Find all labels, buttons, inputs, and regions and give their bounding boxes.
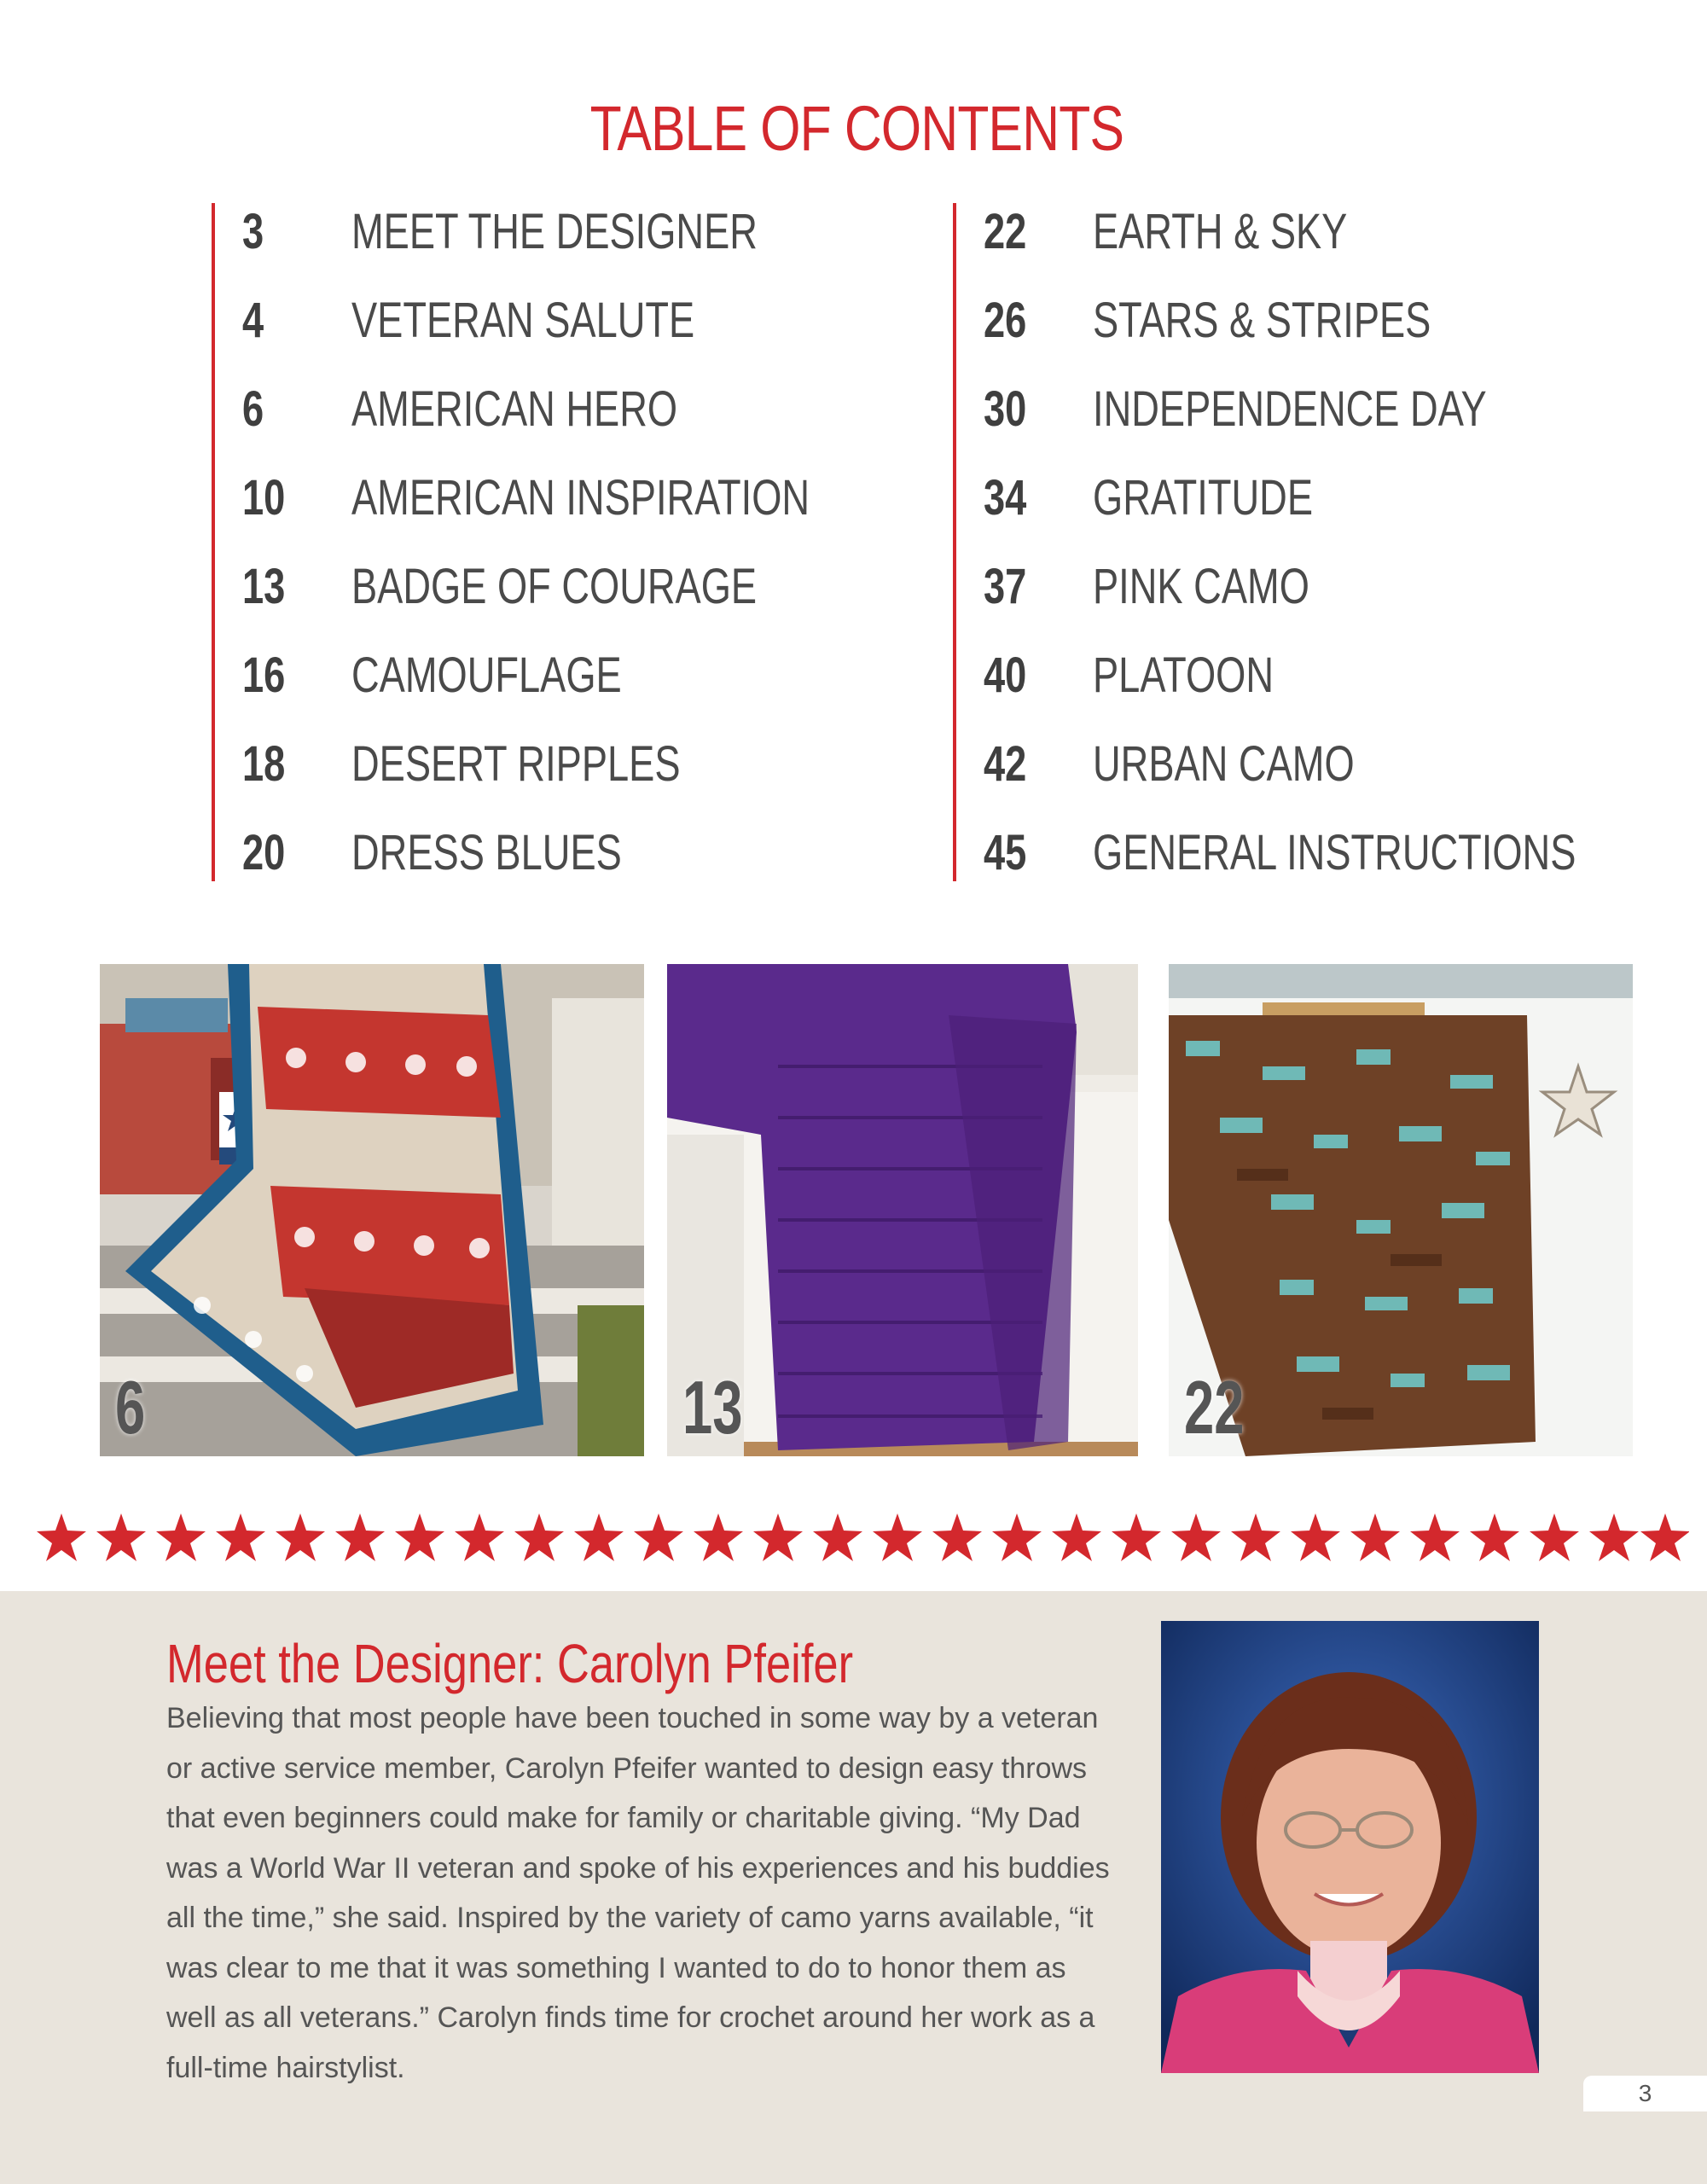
toc-page-number: 22	[984, 204, 1027, 259]
toc-entry[interactable]	[215, 469, 863, 558]
toc-page-number: 3	[242, 204, 264, 259]
toc-entry-title: PLATOON	[1093, 648, 1274, 703]
designer-section	[0, 1591, 1707, 2184]
toc-entry[interactable]	[215, 824, 863, 913]
toc-entry-title: DRESS BLUES	[351, 825, 622, 880]
toc-entry[interactable]	[956, 647, 1622, 735]
toc-entry-title: GENERAL INSTRUCTIONS	[1093, 825, 1576, 880]
photo-earth-and-sky[interactable]	[1169, 964, 1633, 1456]
designer-bio: Believing that most people have been touched in some way by a veteran or active service member, Carolyn Pfeifer wanted to design easy throws that even beginners could make for family or charitable giving. “My Dad was a World War II veteran and spoke of his experiences and his buddies all the time,” she said. Inspired by the variety of camo yarns available, “it was clear to me that it was something I wanted to do to honor them as well as all veterans.” Carolyn finds time for crochet around her work as a full-time hairstylist.	[166, 1702, 1110, 2084]
portrait-image	[1161, 1621, 1539, 2073]
toc-entry-title: STARS & STRIPES	[1093, 293, 1431, 348]
toc-entry[interactable]	[215, 203, 863, 292]
toc-page-number: 37	[984, 559, 1027, 614]
toc-entry[interactable]	[956, 292, 1622, 380]
toc-entry-title: EARTH & SKY	[1093, 204, 1348, 259]
toc-page-number: 30	[984, 381, 1027, 437]
toc-entry[interactable]	[215, 558, 863, 647]
toc-entry-title: AMERICAN INSPIRATION	[351, 470, 810, 526]
toc-page-number: 18	[242, 736, 286, 792]
designer-portrait	[1161, 1621, 1539, 2073]
toc-page-number: 40	[984, 648, 1027, 703]
toc-column-right	[953, 203, 1622, 881]
toc-entry[interactable]	[215, 380, 863, 469]
toc-page-number: 42	[984, 736, 1027, 792]
toc-entry[interactable]	[956, 380, 1622, 469]
toc-entry[interactable]	[956, 203, 1622, 292]
toc-page-number: 16	[242, 648, 286, 703]
toc-page-number: 20	[242, 825, 286, 880]
toc-entry[interactable]	[956, 558, 1622, 647]
toc-entry-title: AMERICAN HERO	[351, 381, 678, 437]
toc-column-left	[212, 203, 863, 881]
toc-entry-title: URBAN CAMO	[1093, 736, 1355, 792]
toc-entry-title: VETERAN SALUTE	[351, 293, 695, 348]
toc-page-number: 45	[984, 825, 1027, 880]
photo-american-hero[interactable]	[100, 964, 644, 1456]
toc-entry-title: BADGE OF COURAGE	[351, 559, 758, 614]
toc-entry[interactable]	[956, 735, 1622, 824]
toc-page-number: 10	[242, 470, 286, 526]
toc-entry[interactable]	[215, 292, 863, 380]
toc-entry[interactable]	[215, 647, 863, 735]
toc-page-number: 34	[984, 470, 1027, 526]
toc-page-number: 26	[984, 293, 1027, 348]
toc-entry[interactable]	[956, 469, 1622, 558]
toc-entry-title: GRATITUDE	[1093, 470, 1314, 526]
toc-page-number: 6	[242, 381, 264, 437]
toc-page-number: 13	[242, 559, 286, 614]
page-title: TABLE OF CONTENTS	[589, 93, 1124, 164]
photo-page-number: 6	[115, 1365, 146, 1449]
star-divider	[34, 1508, 1689, 1568]
toc-entry-title: CAMOUFLAGE	[351, 648, 622, 703]
designer-heading: Meet the Designer: Carolyn Pfeifer	[166, 1633, 854, 1694]
toc-page-number: 4	[242, 293, 264, 348]
photo-page-number: 13	[682, 1365, 743, 1449]
afghan-photo-image	[100, 964, 644, 1456]
toc-entry-title: PINK CAMO	[1093, 559, 1309, 614]
photo-badge-of-courage[interactable]	[667, 964, 1138, 1456]
photo-page-number: 22	[1184, 1365, 1245, 1449]
toc-entry[interactable]	[956, 824, 1622, 913]
toc-entry-title: DESERT RIPPLES	[351, 736, 681, 792]
page-number: 3	[1583, 2076, 1707, 2111]
toc-entry-title: MEET THE DESIGNER	[351, 204, 758, 259]
toc-entry[interactable]	[215, 735, 863, 824]
toc-entry-title: INDEPENDENCE DAY	[1093, 381, 1487, 437]
